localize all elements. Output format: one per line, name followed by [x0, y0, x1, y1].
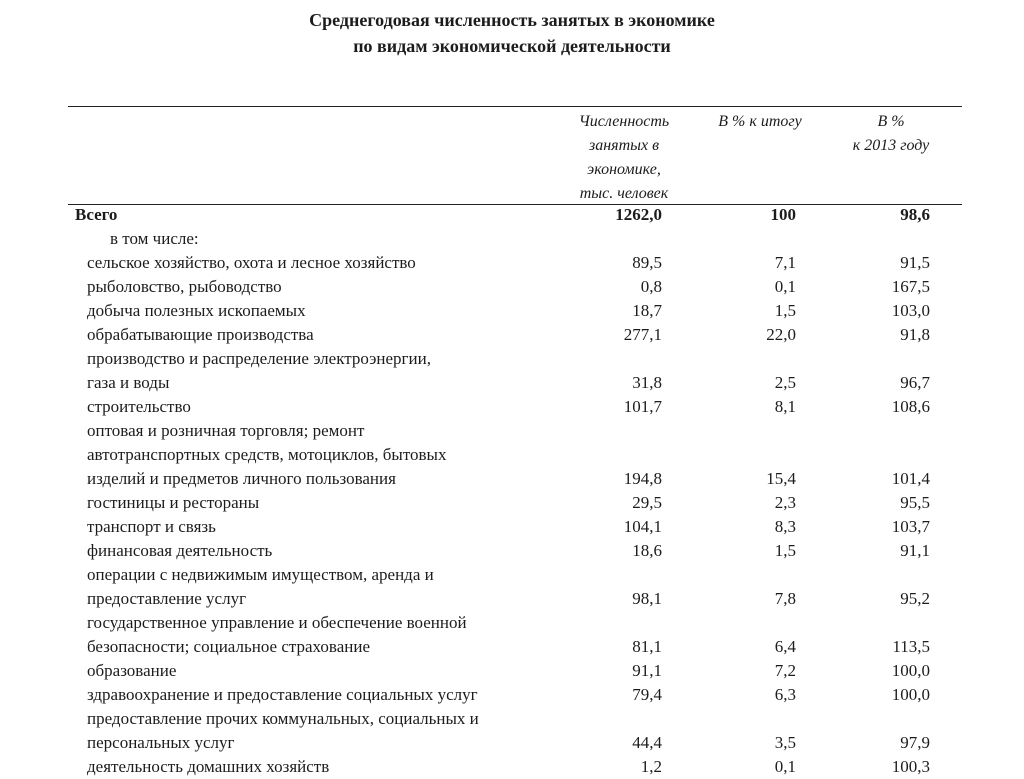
- cell-percent-of-2013: 113,5: [892, 637, 930, 656]
- row-label: Всего: [75, 205, 118, 224]
- row-label: транспорт и связь: [87, 517, 216, 536]
- cell-percent-of-total: 3,5: [774, 733, 796, 752]
- table-row: [0, 395, 1024, 419]
- row-label: в том числе:: [110, 229, 199, 248]
- cell-employed-thousands: 194,8: [623, 469, 662, 488]
- row-label: гостиницы и рестораны: [87, 493, 260, 512]
- cell-employed-thousands: 44,4: [632, 733, 662, 752]
- cell-employed-thousands: 89,5: [632, 253, 662, 272]
- cell-percent-of-2013: 91,8: [900, 325, 930, 344]
- row-label: финансовая деятельность: [87, 541, 273, 560]
- row-label: образование: [87, 661, 177, 680]
- cell-percent-of-2013: 101,4: [891, 469, 930, 488]
- cell-employed-thousands: 18,6: [632, 541, 662, 560]
- row-label: деятельность домашних хозяйств: [87, 757, 330, 776]
- table-row: [0, 251, 1024, 275]
- column-header-employed-line: тыс. человек: [579, 185, 669, 202]
- column-header-employed-line: экономике,: [587, 161, 661, 178]
- cell-percent-of-2013: 167,5: [891, 277, 930, 296]
- cell-employed-thousands: 277,1: [623, 325, 662, 344]
- cell-employed-thousands: 101,7: [623, 397, 662, 416]
- table-row: [0, 419, 1024, 443]
- column-header-employed-line: занятых в: [588, 137, 660, 154]
- table-row: [0, 755, 1024, 779]
- cell-employed-thousands: 91,1: [632, 661, 662, 680]
- cell-percent-of-2013: 108,6: [891, 397, 930, 416]
- table-row: [0, 299, 1024, 323]
- cell-percent-of-2013: 103,7: [891, 517, 930, 536]
- cell-percent-of-2013: 100,0: [891, 685, 930, 704]
- column-header-employed-line: Численность: [578, 113, 670, 130]
- table-row: [0, 515, 1024, 539]
- table-row: [0, 635, 1024, 659]
- table-row: [0, 323, 1024, 347]
- row-label: предоставление прочих коммунальных, социальных и: [87, 709, 479, 728]
- cell-percent-of-total: 1,5: [774, 541, 796, 560]
- row-label: операции с недвижимым имуществом, аренда и: [87, 565, 434, 584]
- row-label: изделий и предметов личного пользования: [87, 469, 396, 488]
- table-top-rule: [68, 106, 962, 107]
- table-row: [0, 371, 1024, 395]
- table-row: [0, 563, 1024, 587]
- row-label: добыча полезных ископаемых: [87, 301, 306, 320]
- cell-percent-of-total: 2,3: [774, 493, 796, 512]
- cell-employed-thousands: 1262,0: [615, 205, 662, 224]
- row-label: строительство: [87, 397, 191, 416]
- cell-percent-of-total: 7,1: [774, 253, 796, 272]
- table-row: [0, 683, 1024, 707]
- table-title-line-2: по видам экономической деятельности: [353, 36, 671, 56]
- cell-percent-of-2013: 91,1: [900, 541, 930, 560]
- cell-employed-thousands: 81,1: [632, 637, 662, 656]
- cell-percent-of-total: 100: [770, 205, 796, 224]
- table-body: [0, 203, 1024, 779]
- table-row: [0, 275, 1024, 299]
- row-label: рыболовство, рыбоводство: [87, 277, 282, 296]
- cell-employed-thousands: 104,1: [623, 517, 662, 536]
- cell-percent-of-total: 6,3: [774, 685, 796, 704]
- cell-percent-of-total: 1,5: [774, 301, 796, 320]
- table-row: [0, 731, 1024, 755]
- cell-percent-of-total: 2,5: [774, 373, 796, 392]
- cell-percent-of-total: 0,1: [774, 757, 796, 776]
- row-label: предоставление услуг: [87, 589, 247, 608]
- cell-percent-of-total: 6,4: [774, 637, 796, 656]
- cell-percent-of-total: 22,0: [766, 325, 796, 344]
- column-header-percent-of-total-line: В % к итогу: [718, 113, 802, 130]
- row-label: производство и распределение электроэнергии,: [87, 349, 431, 368]
- cell-percent-of-2013: 100,0: [891, 661, 930, 680]
- cell-percent-of-2013: 100,3: [891, 757, 930, 776]
- cell-employed-thousands: 79,4: [632, 685, 662, 704]
- cell-employed-thousands: 1,2: [640, 757, 662, 776]
- column-header-percent-of-2013-line: к 2013 году: [852, 137, 930, 154]
- table-row: [0, 443, 1024, 467]
- table-row: [0, 227, 1024, 251]
- column-header-percent-of-2013: [828, 110, 954, 158]
- cell-percent-of-total: 0,1: [774, 277, 796, 296]
- column-header-percent-of-2013-line: В %: [877, 113, 905, 130]
- cell-percent-of-2013: 103,0: [891, 301, 930, 320]
- table-row: [0, 539, 1024, 563]
- column-header-employed: [556, 110, 692, 206]
- table-row: [0, 203, 1024, 227]
- cell-percent-of-total: 7,8: [774, 589, 796, 608]
- cell-percent-of-2013: 91,5: [900, 253, 930, 272]
- table-title-line-1: Среднегодовая численность занятых в экономике: [309, 10, 715, 30]
- cell-percent-of-2013: 95,2: [900, 589, 930, 608]
- cell-percent-of-2013: 95,5: [900, 493, 930, 512]
- table-row: [0, 467, 1024, 491]
- cell-percent-of-total: 8,1: [774, 397, 796, 416]
- table-row: [0, 587, 1024, 611]
- table-row: [0, 707, 1024, 731]
- cell-employed-thousands: 18,7: [632, 301, 662, 320]
- row-label: автотранспортных средств, мотоциклов, бытовых: [87, 445, 447, 464]
- table-row: [0, 659, 1024, 683]
- table-row: [0, 347, 1024, 371]
- cell-percent-of-2013: 98,6: [900, 205, 930, 224]
- row-label: безопасности; социальное страхование: [87, 637, 370, 656]
- row-label: сельское хозяйство, охота и лесное хозяйство: [87, 253, 416, 272]
- cell-employed-thousands: 98,1: [632, 589, 662, 608]
- row-label: оптовая и розничная торговля; ремонт: [87, 421, 365, 440]
- row-label: здравоохранение и предоставление социальных услуг: [87, 685, 478, 704]
- row-label: персональных услуг: [87, 733, 235, 752]
- row-label: обрабатывающие производства: [87, 325, 314, 344]
- cell-percent-of-total: 8,3: [774, 517, 796, 536]
- cell-percent-of-2013: 97,9: [900, 733, 930, 752]
- table-row: [0, 611, 1024, 635]
- cell-employed-thousands: 31,8: [632, 373, 662, 392]
- cell-percent-of-total: 15,4: [766, 469, 796, 488]
- cell-percent-of-2013: 96,7: [900, 373, 930, 392]
- table-row: [0, 491, 1024, 515]
- row-label: государственное управление и обеспечение военной: [87, 613, 467, 632]
- cell-employed-thousands: 29,5: [632, 493, 662, 512]
- column-header-percent-of-total: [692, 110, 828, 134]
- cell-employed-thousands: 0,8: [640, 277, 662, 296]
- cell-percent-of-total: 7,2: [774, 661, 796, 680]
- row-label: газа и воды: [87, 373, 170, 392]
